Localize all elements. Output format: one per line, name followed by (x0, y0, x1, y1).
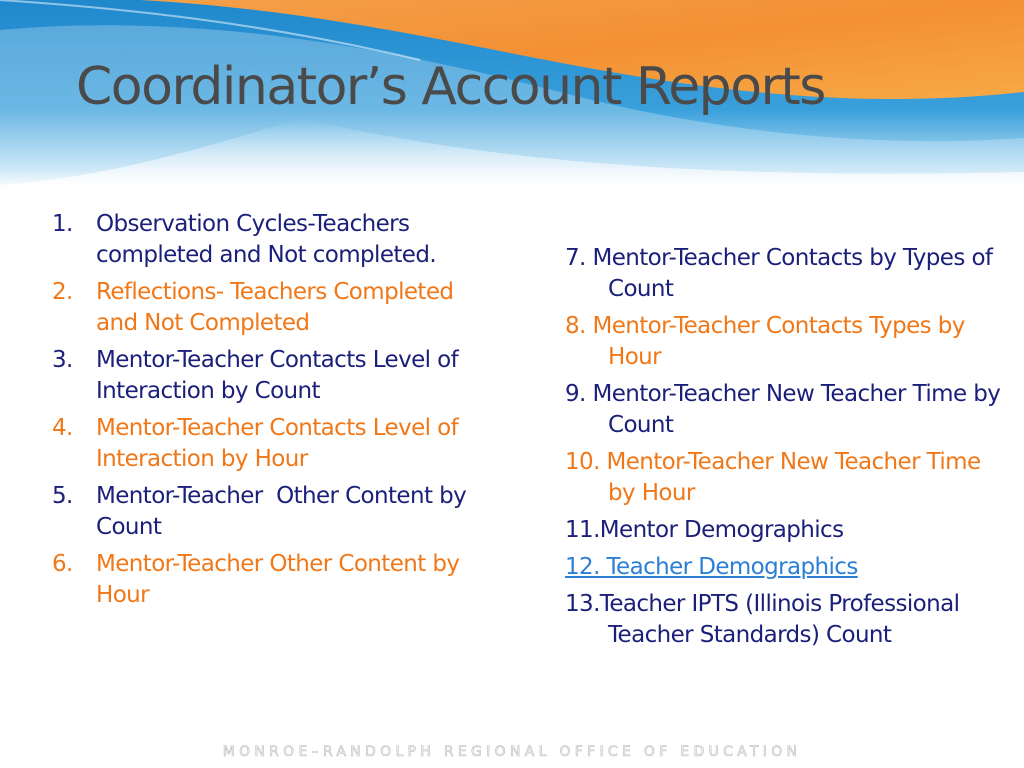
report-item: 13.Teacher IPTS (Illinois Professional Teacher Standards) Count (565, 591, 960, 648)
footer-org-name: MONROE–RANDOLPH REGIONAL OFFICE OF EDUCATION (222, 744, 802, 760)
report-item (52, 481, 482, 543)
item-number: 5. (52, 483, 73, 509)
item-number: 6. (52, 551, 73, 577)
report-item: 9. Mentor-Teacher New Teacher Time by Count (565, 381, 1001, 438)
item-number: 1. (52, 211, 73, 237)
item-text: Observation Cycles-Teachers completed and Not completed. (96, 211, 437, 268)
item-text: Mentor-Teacher Other Content by Hour (96, 551, 460, 608)
teacher-demographics-link[interactable]: 12. Teacher Demographics (565, 554, 858, 580)
item-number: 4. (52, 415, 73, 441)
report-item (52, 345, 482, 407)
report-item (52, 549, 482, 611)
item-text: Mentor-Teacher Contacts Level of Interaction by Count (96, 347, 459, 404)
report-item: 11.Mentor Demographics (565, 517, 844, 543)
item-number: 2. (52, 279, 73, 305)
report-list-left (52, 209, 482, 617)
slide-title: Coordinator’s Account Reports (76, 57, 825, 117)
report-list-right (565, 243, 1005, 657)
report-item (52, 209, 482, 271)
report-item (52, 277, 482, 339)
report-item: 10. Mentor-Teacher New Teacher Time by Hour (565, 449, 981, 506)
report-item (52, 413, 482, 475)
item-text: Mentor-Teacher Other Content by Count (96, 483, 473, 540)
report-item: 8. Mentor-Teacher Contacts Types by Hour (565, 313, 965, 370)
item-number: 3. (52, 347, 73, 373)
report-item (565, 552, 1005, 583)
item-text: Mentor-Teacher Contacts Level of Interaction by Hour (96, 415, 459, 472)
report-item: 7. Mentor-Teacher Contacts by Types of Count (565, 245, 993, 302)
item-text: Reflections- Teachers Completed and Not Completed (96, 279, 454, 336)
